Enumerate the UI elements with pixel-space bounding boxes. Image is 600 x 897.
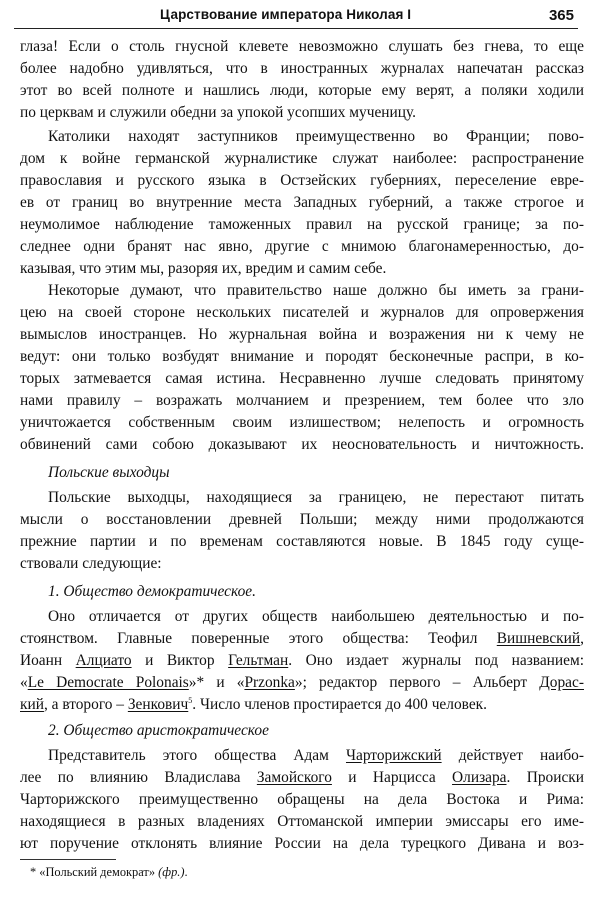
person-name: Чарторижский bbox=[345, 747, 442, 764]
text-line: ствовали следующие: bbox=[20, 555, 162, 572]
text-line: обвинений сами собою доказывают их неосновательность и ничтожность. bbox=[20, 436, 584, 453]
text-line: Оно отличается от других обществ наибольшею деятельностью и по- bbox=[48, 608, 584, 625]
text-line: ют поручение отклонять влияние России на дела турецкого Дивана и воз- bbox=[20, 835, 584, 852]
endnote-marker: 5 bbox=[188, 696, 193, 705]
text-line: Польские выходцы, находящиеся за границею, не перестают питать bbox=[48, 489, 584, 506]
section-heading: Польские выходцы bbox=[48, 464, 170, 481]
text-line: следнее одни бранят нас явно, другие с мнимою благонамеренностью, до- bbox=[20, 238, 584, 255]
text-line: глаза! Если о столь гнусной клевете невозможно слушать без гнева, то еще bbox=[20, 38, 584, 55]
text-line: Католики находят заступников преимущественно во Франции; пово- bbox=[48, 128, 584, 145]
footnote-rule bbox=[20, 859, 116, 860]
text-line: по церквам и служили обедни за упокой усопших мученицу. bbox=[20, 104, 416, 121]
text-line: стоянством. Главные поверенные этого общества: Теофил Вишневский, bbox=[20, 630, 584, 647]
person-name: Алциато bbox=[75, 652, 132, 669]
page-number: 365 bbox=[548, 7, 574, 24]
text-line: ев от границ во внутренние места Западных губерний, а также строгое и bbox=[20, 194, 584, 211]
journal-name: Le Democrate Polonais bbox=[27, 674, 189, 691]
running-title: Царствование императора Николая I bbox=[160, 7, 412, 22]
text-line: Некоторые думают, что правительство наше должно бы иметь за грани- bbox=[48, 282, 584, 299]
text-line: Представитель этого общества Адам Чарторижский действует наибо- bbox=[48, 747, 584, 764]
text-line: кий, а второго – Зенкович$^5$. Число членов простирается до 400 человек. bbox=[20, 696, 487, 713]
text-line: вымыслов иностранцев. Но журнальная война и возражения ни к чему не bbox=[20, 326, 584, 343]
person-name: Зенкович bbox=[127, 696, 189, 713]
page-header bbox=[14, 4, 578, 29]
text-line: мысли о восстановлении древней Польши; между ними продолжаются bbox=[20, 511, 584, 528]
text-line: торых затмевается самая истина. Несравненно лучше следовать принятому bbox=[20, 370, 584, 387]
person-name: Гельтман bbox=[228, 652, 289, 669]
text-line: Чарторижского преимущественно обращены на дела Востока и Рима: bbox=[20, 791, 584, 808]
person-name: Олизара bbox=[452, 769, 507, 786]
text-line: дом к войне германской журналистике служат наиболее: распространение bbox=[20, 150, 584, 167]
journal-name: Przonka bbox=[244, 674, 295, 691]
text-line: цею на своей стороне нескольких писателей и журналов для опровержения bbox=[20, 304, 584, 321]
person-name: Замойского bbox=[256, 769, 332, 786]
person-name: Дорас- bbox=[539, 674, 584, 691]
person-name: кий bbox=[20, 696, 44, 713]
text-line: нами правилу – возражать молчанием и презрением, тем более что зло bbox=[20, 392, 584, 409]
text-line: уничтожается собственным своим излишеством; нелепость и огромность bbox=[20, 414, 584, 431]
text-line: казывая, что этим мы, разоряя их, вредим и самим себе. bbox=[20, 260, 387, 277]
text-line: прежние партии и по временам составляются новые. В 1845 году суще- bbox=[20, 533, 584, 550]
text-line: Иоанн Алциато и Виктор Гельтман. Оно издает журналы под названием: bbox=[20, 652, 584, 669]
person-name: Вишневский bbox=[496, 630, 581, 647]
text-line: находящиеся в разных владениях Оттоманской империи эмиссары его име- bbox=[20, 813, 584, 830]
text-line: этот во всей полноте и нашлись люди, которые ему верят, а поляки ходили bbox=[20, 82, 584, 99]
footnote: * «Польский демократ» (фр.). bbox=[30, 865, 188, 879]
text-line: лее по влиянию Владислава Замойского и Нарцисса Олизара. Происки bbox=[20, 769, 584, 786]
subsection-heading: 2. Общество аристократическое bbox=[48, 722, 269, 739]
text-line: ведут: они только возбудят внимание и породят бесконечные распри, в ко- bbox=[20, 348, 584, 365]
text-line: православия и русского языка в Остзейских губерниях, переселение евре- bbox=[20, 172, 584, 189]
text-line: неумолимое наблюдение таможенных правил на русской границе; за по- bbox=[20, 216, 584, 233]
text-line: «Le Democrate Polonais»* и «Przonka»; редактор первого – Альберт Дорас- bbox=[20, 674, 584, 691]
subsection-heading: 1. Общество демократическое. bbox=[48, 583, 256, 600]
text-line: более надобно удивляться, что в иностранных журналах напечатан рассказ bbox=[20, 60, 584, 77]
